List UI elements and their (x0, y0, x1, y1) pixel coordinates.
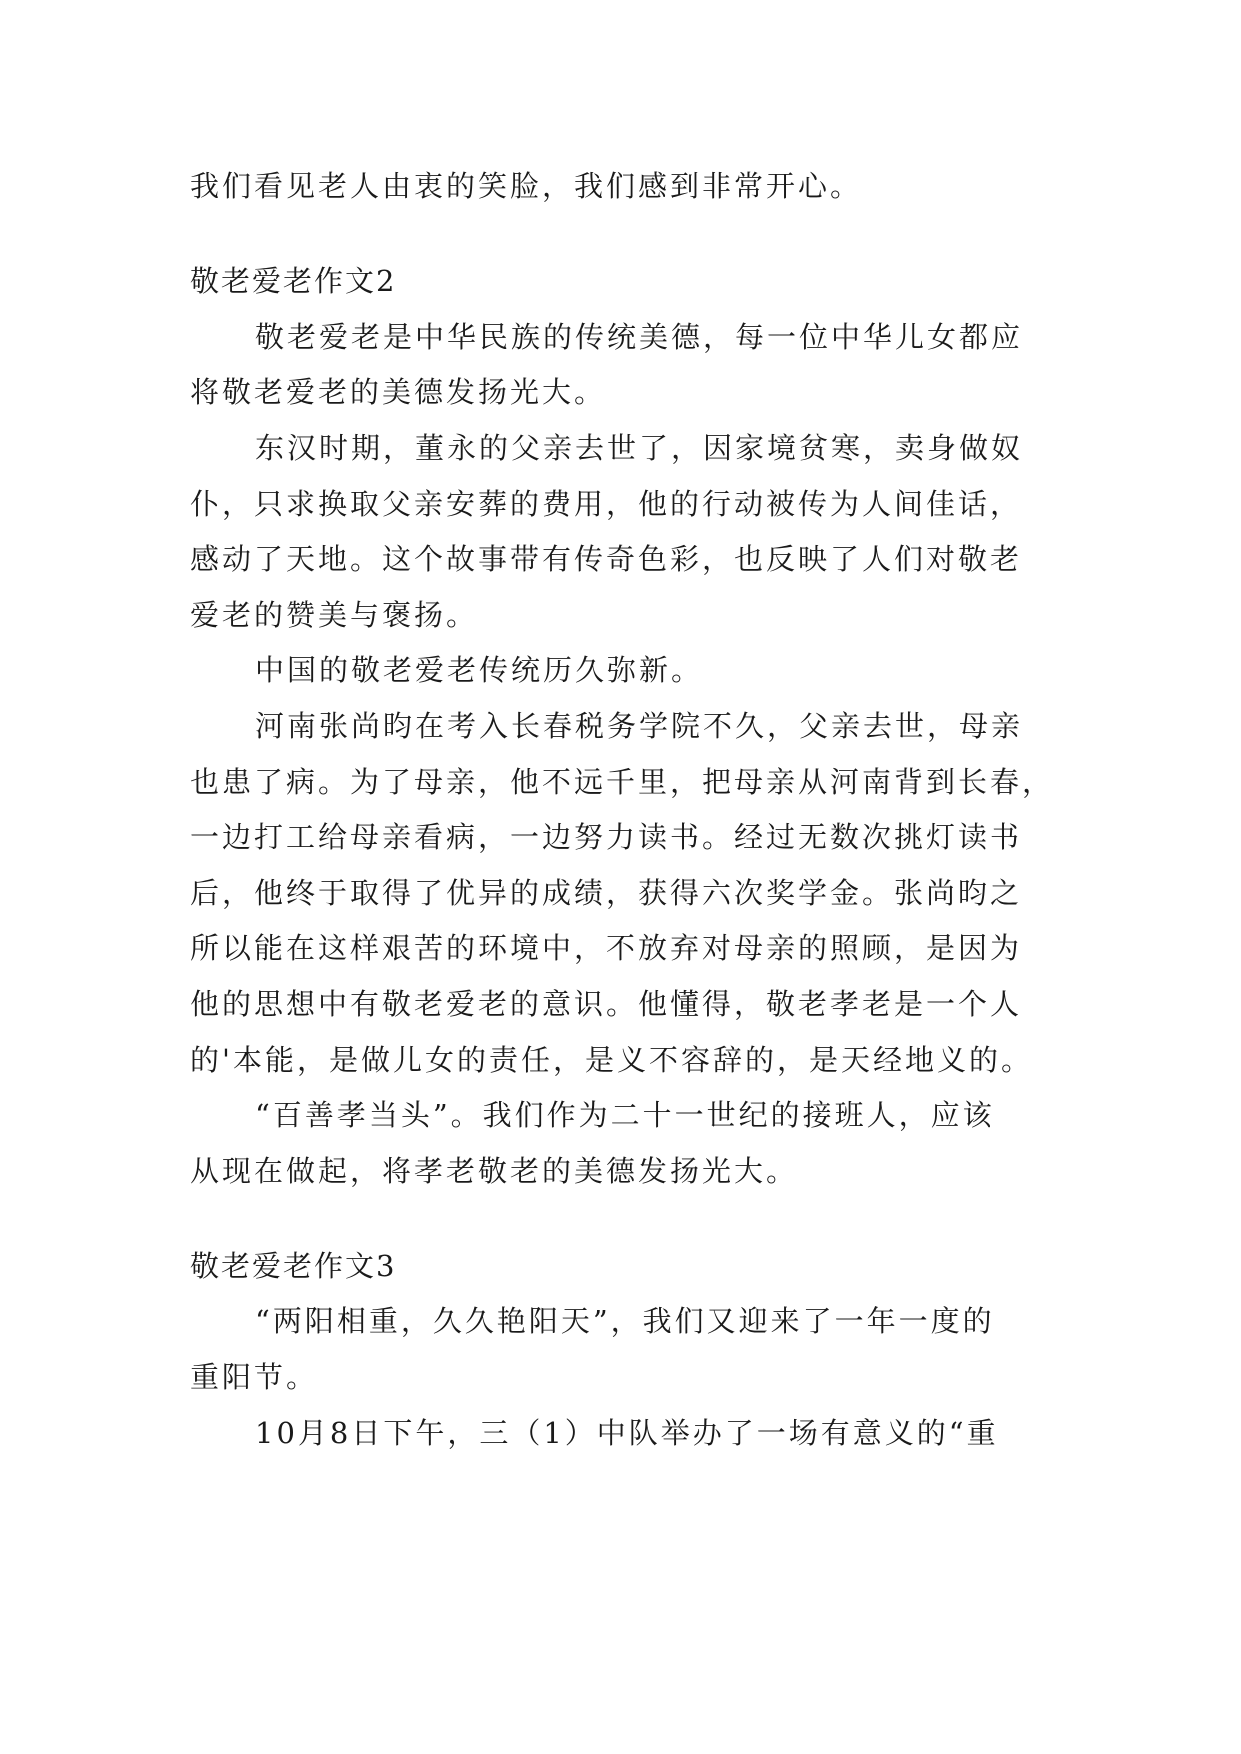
paragraph-line: 的'本能，是做儿女的责任，是义不容辞的，是天经地义的。 (190, 1043, 1033, 1077)
paragraph-line: 从现在做起，将孝老敬老的美德发扬光大。 (190, 1154, 799, 1188)
paragraph-line: 中国的敬老爱老传统历久弥新。 (255, 653, 704, 687)
paragraph-line: 我们看见老人由衷的笑脸，我们感到非常开心。 (190, 169, 863, 203)
paragraph-line: 一边打工给母亲看病，一边努力读书。经过无数次挑灯读书 (190, 820, 1023, 854)
essay-heading-2: 敬老爱老作文2 (190, 264, 397, 298)
paragraph-line: “两阳相重，久久艳阳天”，我们又迎来了一年一度的 (255, 1304, 995, 1338)
paragraph-line: 也患了病。为了母亲，他不远千里，把母亲从河南背到长春， (190, 765, 1055, 799)
paragraph-line: 所以能在这样艰苦的环境中，不放弃对母亲的照顾，是因为 (190, 931, 1023, 965)
paragraph-line: 敬老爱老是中华民族的传统美德，每一位中华儿女都应 (255, 320, 1024, 354)
paragraph-line: “百善孝当头”。我们作为二十一世纪的接班人，应该 (255, 1098, 995, 1132)
paragraph-line: 他的思想中有敬老爱老的意识。他懂得，敬老孝老是一个人 (190, 987, 1023, 1021)
paragraph-line: 感动了天地。这个故事带有传奇色彩，也反映了人们对敬老 (190, 542, 1023, 576)
paragraph-line: 爱老的赞美与褒扬。 (190, 598, 479, 632)
paragraph-line: 仆，只求换取父亲安葬的费用，他的行动被传为人间佳话， (190, 487, 1023, 521)
paragraph-line: 东汉时期，董永的父亲去世了，因家境贫寒，卖身做奴 (255, 431, 1024, 465)
paragraph-line: 河南张尚昀在考入长春税务学院不久，父亲去世，母亲 (255, 709, 1024, 743)
paragraph-line: 10月8日下午，三（1）中队举办了一场有意义的“重 (255, 1416, 999, 1450)
paragraph-line: 重阳节。 (190, 1360, 319, 1394)
essay-heading-3: 敬老爱老作文3 (190, 1249, 397, 1283)
paragraph-line: 后，他终于取得了优异的成绩，获得六次奖学金。张尚昀之 (190, 876, 1023, 910)
paragraph-line: 将敬老爱老的美德发扬光大。 (190, 375, 607, 409)
